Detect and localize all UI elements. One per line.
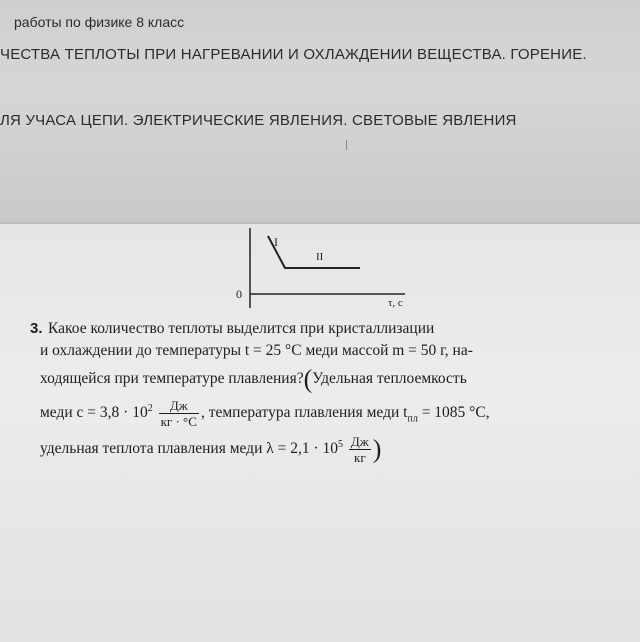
latent-heat-exponent: 5 [338,439,344,450]
unit-fraction-1-numerator: Дж [159,398,199,414]
unit-fraction-1-denominator: кг · °С [160,414,197,430]
problem-text-line-3 [40,364,467,394]
graph-origin-label: 0 [236,287,242,301]
latent-heat-text: удельная теплота плавления меди λ = 2,1 · 10 [40,440,339,458]
given-heading: Удельная теплоемкость [312,370,467,387]
page-top-section [0,0,640,222]
graph-label-I: I [274,235,278,249]
specific-heat-text: меди c = 3,8 · 10 [40,404,148,422]
specific-heat-exponent: 2 [147,403,153,414]
melting-point-text: , температура плавления меди t [200,404,408,422]
melting-point-value: = 1085 °С, [417,404,490,422]
problem-question: ходящейся при температуре плавления? [40,370,304,387]
graph-label-II: II [316,251,324,263]
unit-fraction-1 [159,398,199,429]
graph-axis-label: τ, с [388,297,403,308]
unit-fraction-2-denominator: кг [354,450,366,466]
header-title: работы по физике 8 класс [14,14,185,30]
problem-text-line-2: и охлаждении до температуры t = 25 °С меди массой m = 50 г, на- [40,342,473,359]
problem-text-line-5 [40,434,381,465]
header-topic-heat: ЧЕСТВА ТЕПЛОТЫ ПРИ НАГРЕВАНИИ И ОХЛАЖДЕНИИ ВЕЩЕСТВА. ГОРЕНИЕ. [0,46,587,63]
problem-text-line-1: Какое количество теплоты выделится при кристаллизации [48,320,435,337]
unit-fraction-2-numerator: Дж [350,434,369,450]
close-paren: ) [372,434,382,464]
problem-number: 3. [30,320,43,337]
print-mark [346,140,347,150]
graph-curve [268,236,360,268]
header-topic-circuit: ЛЯ УЧАСА ЦЕПИ. ЭЛЕКТРИЧЕСКИЕ ЯВЛЕНИЯ. СВЕТОВЫЕ ЯВЛЕНИЯ [0,112,517,129]
problem-text-line-4 [40,398,490,430]
cooling-graph [230,228,410,308]
unit-fraction-2 [349,434,371,465]
open-paren: ( [303,364,313,394]
melting-subscript: пл [407,413,418,425]
